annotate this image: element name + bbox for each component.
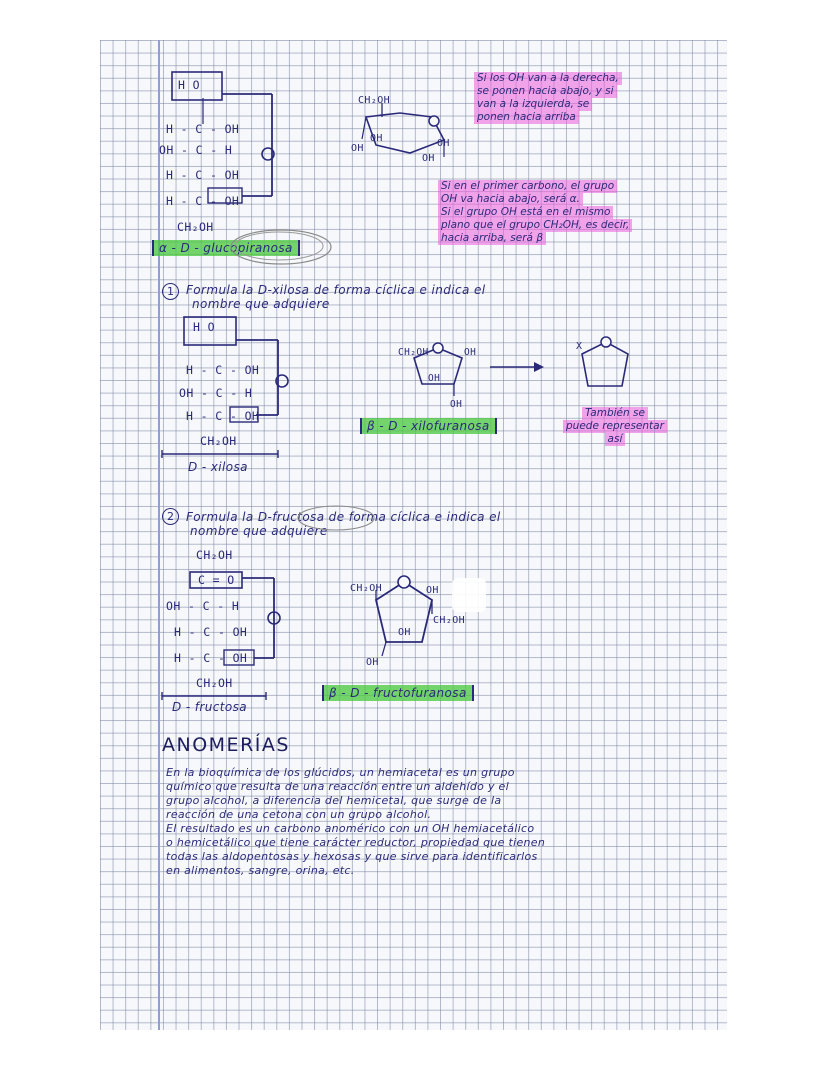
paragraph-line: o hemicetálico que tiene carácter reductor, propiedad que tienen — [166, 836, 546, 849]
paragraph-line: todas las aldopentosas y hexosas y que sirve para identificarlos — [166, 850, 538, 863]
ring-label: CH₂OH — [433, 615, 466, 626]
white-smudge — [452, 578, 486, 612]
fischer-caption: D - xilosa — [188, 460, 248, 474]
note-line: Si el grupo OH está en el mismo — [438, 206, 613, 219]
note-line: se ponen hacia abajo, y si — [474, 85, 617, 98]
fischer-row: OH - C - H — [166, 599, 240, 613]
note-line: Si los OH van a la derecha, — [474, 72, 622, 85]
note-anomer-rule — [438, 180, 632, 245]
fischer-row: CH₂OH — [196, 676, 233, 690]
fischer-row: H O — [178, 78, 200, 92]
fischer-row: CH₂OH — [200, 434, 237, 448]
ring-label: OH — [464, 347, 477, 358]
ring-label: OH — [450, 399, 463, 410]
fischer-row: H - C - OH — [186, 363, 260, 377]
glucopiranosa-label: α - D - glucopiranosa — [152, 240, 300, 256]
scribble-circle — [226, 222, 336, 272]
xylose-fischer-lines — [170, 312, 300, 462]
glucose-fischer-lines — [160, 66, 280, 216]
exercise-prompt: Formula la D-fructosa de forma cíclica e indica el — [186, 510, 501, 524]
ring-label: OH — [398, 627, 411, 638]
note-alternative — [563, 407, 667, 446]
fructose-fischer-lines — [170, 566, 300, 716]
paragraph-line: en alimentos, sangre, orina, etc. — [166, 864, 355, 877]
exercise-prompt: nombre que adquiere — [190, 524, 328, 538]
ring-label: OH — [428, 373, 441, 384]
paragraph-line: El resultado es un carbono anomérico con un OH hemiacetálico — [166, 822, 535, 835]
note-line: hacia arriba, será β — [438, 232, 546, 245]
section-title: ANOMERÍAS — [162, 734, 290, 756]
reaction-arrow-icon — [488, 360, 548, 374]
note-line: puede representar — [563, 420, 667, 433]
fischer-row: CH₂OH — [196, 548, 233, 562]
exercise-number: 2 — [162, 508, 179, 525]
fischer-row: H - C - OH — [166, 168, 240, 182]
ring-label: OH — [422, 153, 435, 164]
note-line: ponen hacia arriba — [474, 111, 579, 124]
note-line: plano que el grupo CH₂OH, es decir, — [438, 219, 632, 232]
exercise-number: 1 — [162, 283, 179, 300]
note-line: También se — [582, 407, 648, 420]
fischer-caption: D - fructosa — [172, 700, 248, 714]
fischer-row: OH - C - H — [179, 386, 253, 400]
fructofuranosa-label: β - D - fructofuranosa — [322, 685, 474, 701]
fischer-row: CH₂OH — [177, 220, 214, 234]
ring-label: OH — [437, 138, 450, 149]
xilofuranosa-label: β - D - xilofuranosa — [360, 418, 497, 434]
fischer-row: H - C - OH — [166, 122, 240, 136]
ring-label: OH — [370, 133, 383, 144]
fischer-row: H O — [193, 320, 215, 334]
scribble-circle — [296, 502, 396, 538]
ring-label: CH₂OH — [350, 583, 383, 594]
note-line: van a la izquierda, se — [474, 98, 592, 111]
ring-label: X — [576, 341, 583, 352]
ring-label: OH — [366, 657, 379, 668]
exercise-prompt: Formula la D-xilosa de forma cíclica e indica el — [186, 283, 486, 297]
fischer-row: H - C - OH — [166, 194, 240, 208]
fischer-row: H - C - OH — [174, 625, 248, 639]
compound-name — [360, 419, 497, 434]
note-orientation-rule — [474, 72, 622, 124]
paragraph-line: grupo alcohol, a diferencia del hemicetal, que surge de la — [166, 794, 502, 807]
compound-name — [322, 686, 474, 701]
paragraph-line: reacción de una cetona con un grupo alcohol. — [166, 808, 432, 821]
fischer-row: H - C - OH — [174, 651, 248, 665]
fischer-row: C = O — [198, 573, 235, 587]
paragraph-line: En la bioquímica de los glúcidos, un hemiacetal es un grupo — [166, 766, 515, 779]
note-line: OH va hacia abajo, será α. — [438, 193, 583, 206]
exercise-prompt: nombre que adquiere — [192, 297, 330, 311]
ring-label: OH — [351, 143, 364, 154]
ring-label: OH — [426, 585, 439, 596]
paragraph-line: químico que resulta de una reacción entre un aldehído y el — [166, 780, 509, 793]
ring-label: CH₂OH — [398, 347, 429, 358]
ring-label: CH₂OH — [358, 95, 391, 106]
note-line: así — [605, 433, 626, 446]
fischer-row: OH - C - H — [159, 143, 233, 157]
fischer-row: H - C - OH — [186, 409, 260, 423]
note-line: Si en el primer carbono, el grupo — [438, 180, 617, 193]
